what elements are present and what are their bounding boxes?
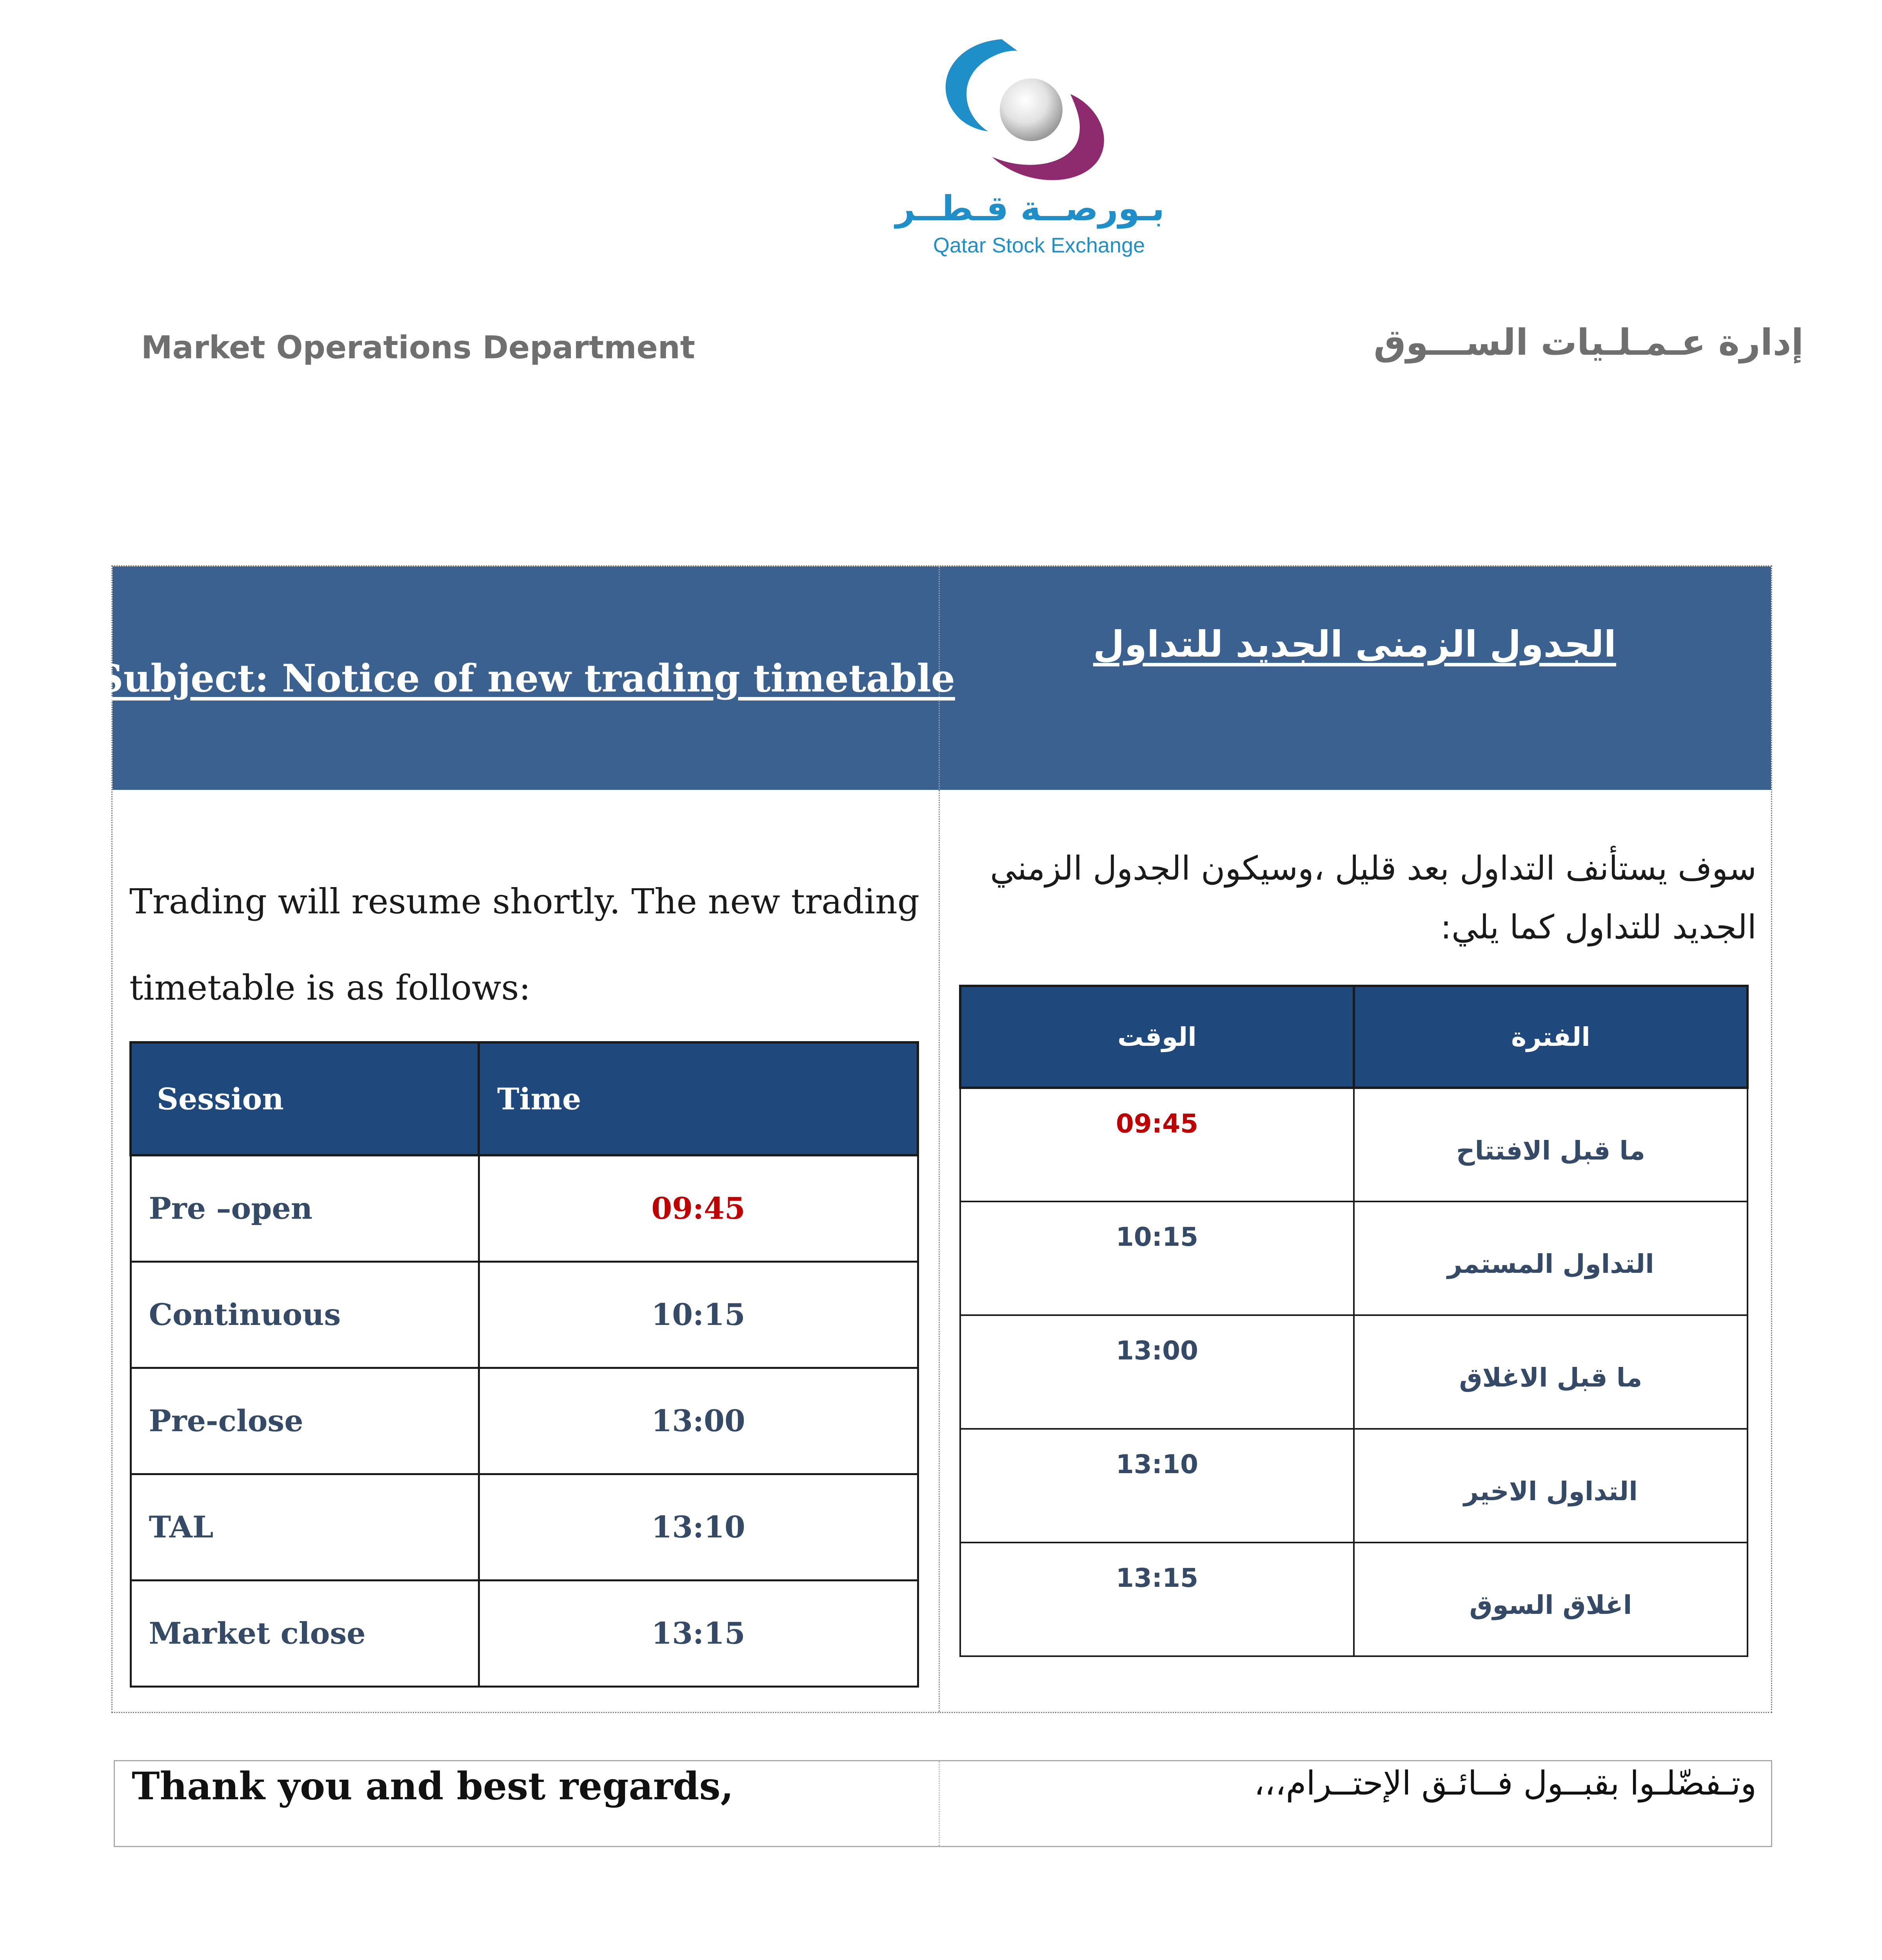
- logo-text-english: Qatar Stock Exchange: [933, 234, 1145, 257]
- department-title-en: Market Operations Department: [141, 329, 695, 366]
- intro-paragraph-ar: سوف يستأنف التداول بعد قليل ،وسيكون الجدول الزمني الجديد للتداول كما يلي:: [990, 849, 1757, 946]
- period-time-ar: 10:15: [960, 1201, 1354, 1315]
- period-name-ar: التداول الاخير: [1354, 1429, 1748, 1543]
- subject-en: [96, 566, 955, 790]
- session-time: 13:10: [479, 1474, 918, 1580]
- column-header-period-ar: الفترة: [1354, 986, 1748, 1088]
- column-divider-lower: [939, 790, 940, 1712]
- closing-ar: وتـفضّلـوا بقبــول فــائـق الإحتــرام،،،: [1254, 1764, 1757, 1802]
- table-row: [131, 1368, 918, 1474]
- table-row: [960, 1201, 1748, 1315]
- table-row: [960, 1543, 1748, 1656]
- period-time-ar: 13:10: [960, 1429, 1354, 1543]
- period-name-ar: ما قبل الافتتاح: [1354, 1088, 1748, 1201]
- session-name: TAL: [131, 1474, 479, 1580]
- department-title-ar: إدارة عـمـلـيات الســـوق: [1373, 321, 1804, 363]
- table-row: [960, 1088, 1748, 1201]
- table-row: [960, 1429, 1748, 1543]
- period-time-ar: 13:00: [960, 1315, 1354, 1429]
- column-header-time: Time: [479, 1042, 918, 1155]
- session-time: 09:45: [479, 1155, 918, 1261]
- timetable-ar: [959, 985, 1749, 1657]
- column-header-session: Session: [131, 1042, 479, 1155]
- session-name: Pre-close: [131, 1368, 479, 1474]
- session-time: 13:00: [479, 1368, 918, 1474]
- table-header-row: [131, 1042, 918, 1155]
- subject-en-text: Subject: Notice of new trading timetable: [96, 656, 955, 701]
- logo-text-arabic: بـورصــة قـطــر: [895, 188, 1164, 229]
- period-name-ar: اغلاق السوق: [1354, 1543, 1748, 1656]
- period-time-ar: 09:45: [960, 1088, 1354, 1201]
- subject-ar: [941, 623, 1768, 665]
- period-name-ar: ما قبل الاغلاق: [1354, 1315, 1748, 1429]
- table-row: [960, 1315, 1748, 1429]
- intro-paragraph-en: Trading will resume shortly. The new trading timetable is as follows:: [129, 881, 920, 1008]
- table-row: [131, 1155, 918, 1261]
- table-header-row: [960, 986, 1748, 1088]
- closing-en: Thank you and best regards,: [132, 1764, 734, 1808]
- table-row: [131, 1580, 918, 1686]
- session-name: Continuous: [131, 1261, 479, 1368]
- period-time-ar: 13:15: [960, 1543, 1354, 1656]
- qatar-stock-exchange-logo: [895, 27, 1164, 263]
- closing-divider: [939, 1761, 940, 1846]
- subject-ar-text: الجدول الزمنى الجديد للتداول: [1093, 623, 1617, 665]
- table-row: [131, 1261, 918, 1368]
- period-name-ar: التداول المستمر: [1354, 1201, 1748, 1315]
- session-name: Market close: [131, 1580, 479, 1686]
- table-row: [131, 1474, 918, 1580]
- column-header-time-ar: الوقت: [960, 986, 1354, 1088]
- timetable-en: [129, 1041, 919, 1688]
- session-time: 13:15: [479, 1580, 918, 1686]
- session-name: Pre –open: [131, 1155, 479, 1261]
- session-time: 10:15: [479, 1261, 918, 1368]
